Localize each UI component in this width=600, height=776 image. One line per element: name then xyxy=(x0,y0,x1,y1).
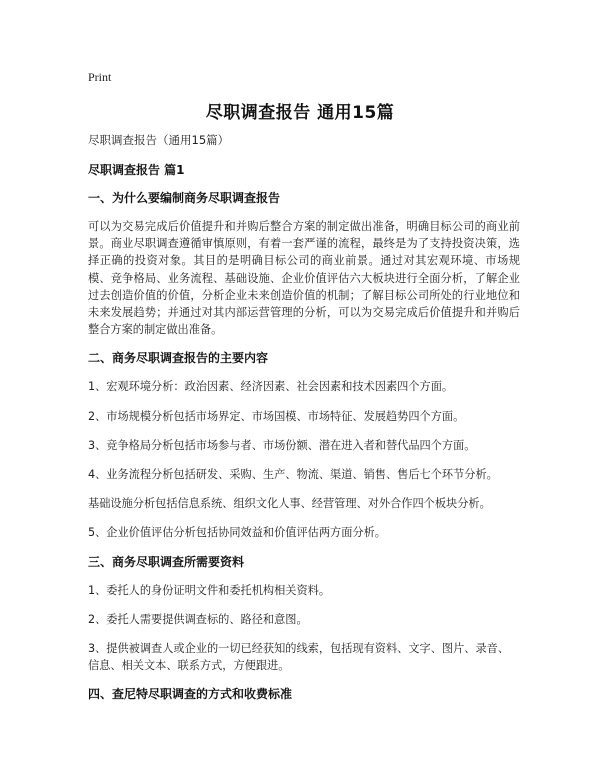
list-item: 5、企业价值评估分析包括协同效益和价值评估两方面分析。 xyxy=(88,526,386,540)
print-label: Print xyxy=(88,70,112,84)
section-1-heading: 一、为什么要编制商务尽职调查报告 xyxy=(88,191,281,205)
list-item: 4、业务流程分析包括研发、采购、生产、物流、渠道、销售、售后七个环节分析。 xyxy=(88,468,498,482)
list-item: 1、委托人的身份证明文件和委托机构相关资料。 xyxy=(88,583,331,597)
list-item: 3、竞争格局分析包括市场参与者、市场份额、潜在进入者和替代品四个方面。 xyxy=(88,438,476,452)
list-item: 基础设施分析包括信息系统、组织文化人事、经营管理、对外合作四个板块分析。 xyxy=(88,497,491,511)
section-4-heading: 四、查尼特尽职调查的方式和收费标准 xyxy=(88,687,293,702)
section-1-body: 可以为交易完成后价值提升和并购后整合方案的制定做出准备，明确目标公司的商业前景。商业尽职调查遵循审慎原则，有着一套严谨的流程，最终是为了支持投资决策，选择正确的投资对象。其目的是明确目标公司的商业前景。通过对其宏观环境、市场规模、竞争格局、业务流程、基础设施、企业价值评估六大板块进行全面分析，了解企业过去创造价值的价值，分析企业未来创造价值的机制；了解目标公司所处的行业地位和未来发展趋势；并通过对其内部运营管理的分析，可以为交易完成后价值提升和并购后整合方案的制定做出准备。 xyxy=(88,220,520,337)
page-title: 尽职调查报告 通用15篇 xyxy=(205,103,395,123)
part-title: 尽职调查报告 篇1 xyxy=(88,163,185,177)
list-item: 1、宏观环境分析：政治因素、经济因素、社会因素和技术因素四个方面。 xyxy=(88,380,454,394)
list-item: 2、市场规模分析包括市场界定、市场国模、市场特征、发展趋势四个方面。 xyxy=(88,409,465,423)
section-2-heading: 二、商务尽职调查报告的主要内容 xyxy=(88,351,269,366)
document-subtitle: 尽职调查报告（通用15篇） xyxy=(88,133,230,147)
list-item: 2、委托人需要提供调查标的、路径和意图。 xyxy=(88,612,308,626)
list-item: 3、提供被调查人或企业的一切已经获知的线索，包括现有资料、文字、图片、录音、信息、相关文本、联系方式，方便跟进。 xyxy=(88,642,510,673)
section-3-heading: 三、商务尽职调查所需要资料 xyxy=(88,554,245,569)
document-body xyxy=(88,132,520,714)
